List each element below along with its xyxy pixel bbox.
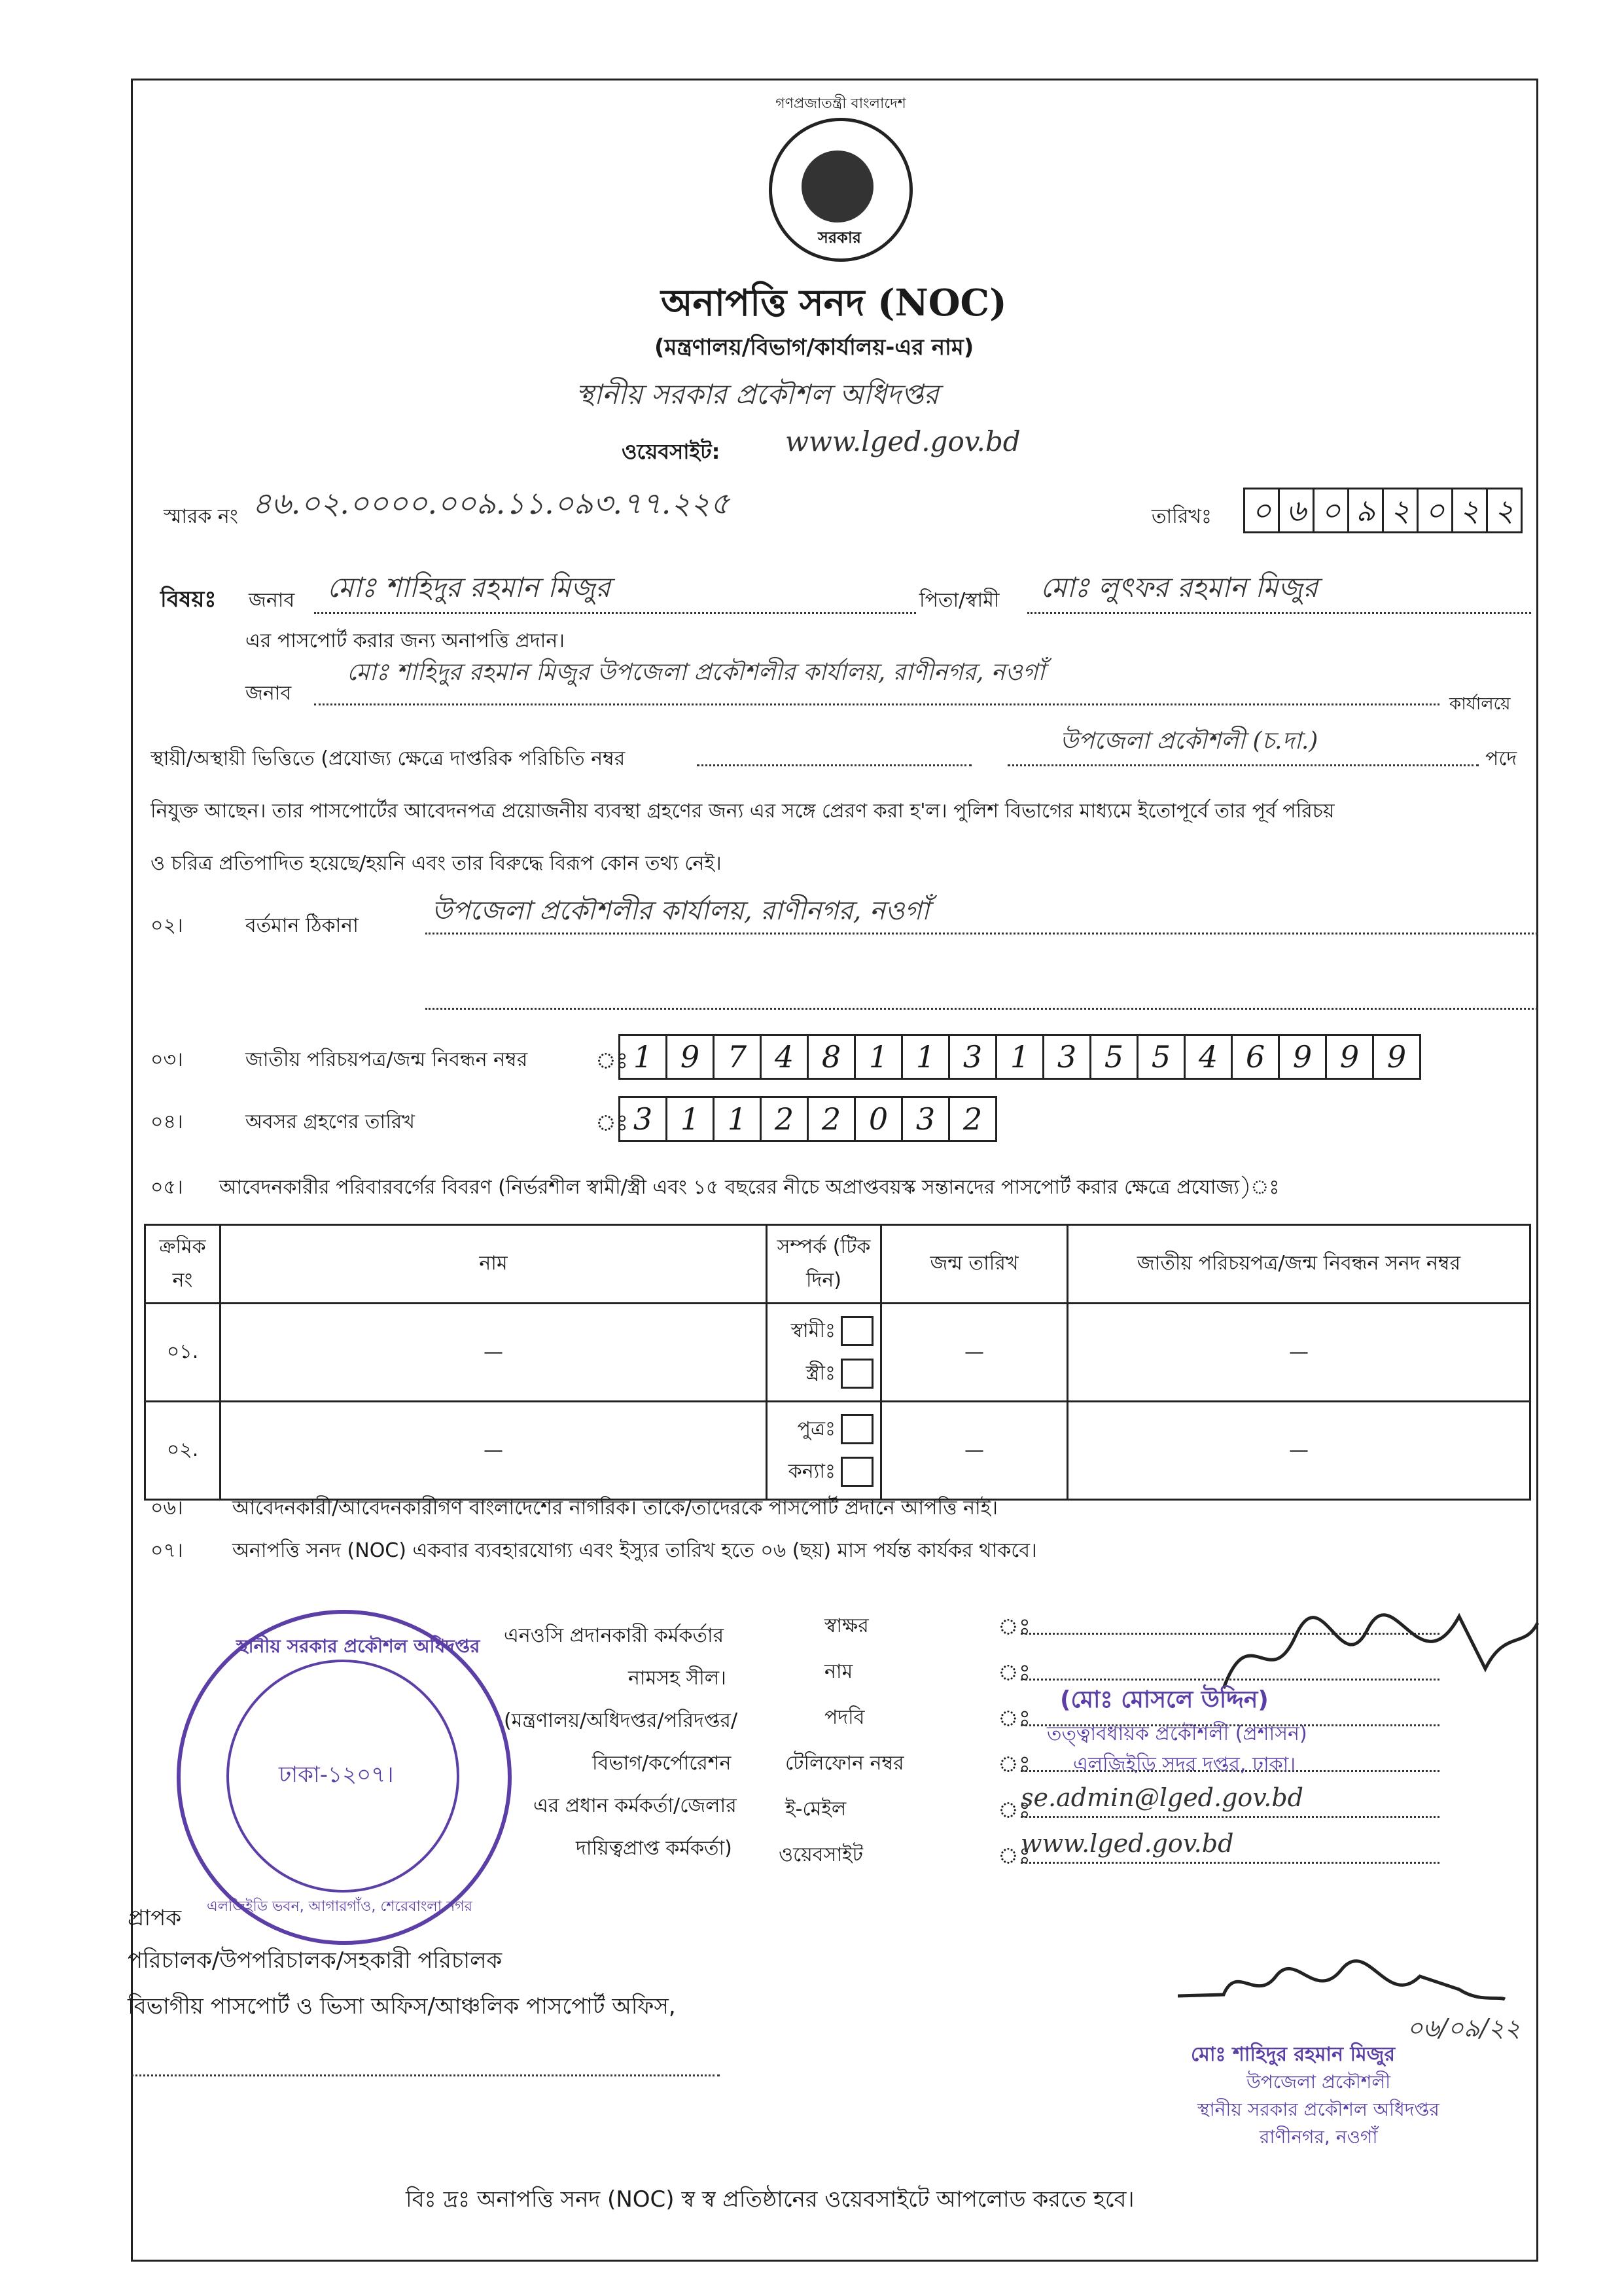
retire-boxes xyxy=(618,1096,997,1142)
subject-line5: ও চরিত্র প্রতিপাদিত হয়েছে/হয়নি এবং তার বিরুদ্ধে বিরূপ কোন তথ্য নেই। xyxy=(150,852,722,875)
applicant-sign-date: ০৬/০৯/২২ xyxy=(1407,2014,1521,2042)
nid-digit: 3 xyxy=(1044,1036,1091,1078)
row-name: — xyxy=(221,1402,767,1500)
office-suffix: কার্যালয়ে xyxy=(1449,694,1511,714)
colon: ঃ xyxy=(998,1751,1031,1777)
nid-digit: 5 xyxy=(1139,1036,1186,1078)
nid-digit: 9 xyxy=(667,1036,715,1078)
colon: ঃ xyxy=(998,1843,1031,1869)
relation-checkbox[interactable] xyxy=(841,1414,874,1444)
subject-line3: স্থায়ী/অস্থায়ী ভিত্তিতে (প্রযোজ্য ক্ষেত্রে দাপ্তরিক পরিচিতি নম্বর xyxy=(150,747,626,770)
relation-label: স্বামীঃ xyxy=(790,1319,836,1342)
website-value: www.lged.gov.bd xyxy=(785,425,1021,457)
retire-colon: ঃ xyxy=(595,1110,628,1136)
date-boxes xyxy=(1243,488,1523,533)
nid-digit: 7 xyxy=(715,1036,762,1078)
relation-checkbox[interactable] xyxy=(841,1457,874,1487)
stamp-bottom-text: এলজিইডি ভবন, আগারগাঁও, শেরেবাংলা নগর xyxy=(207,1898,472,1915)
stamp-center-text: ঢাকা-১২০৭। xyxy=(279,1762,394,1788)
applicant-stamp-office: স্থানীয় সরকার প্রকৌশল অধিদপ্তর xyxy=(1197,2099,1439,2120)
colon: ঃ xyxy=(998,1797,1031,1823)
retire-label: অবসর গ্রহণের তারিখ xyxy=(245,1111,415,1133)
office-dotline xyxy=(314,703,1439,705)
nid-colon: ঃ xyxy=(595,1048,628,1074)
field-website: ওয়েবসাইট xyxy=(779,1843,863,1866)
date-digit: ২ xyxy=(1453,489,1488,531)
colon: ঃ xyxy=(998,1614,1031,1640)
issuer-line: এনওসি প্রদানকারী কর্মকর্তার xyxy=(504,1624,724,1647)
col-serial: ক্রমিক নং xyxy=(145,1225,221,1304)
post-suffix: পদে xyxy=(1485,747,1517,770)
row-dob: — xyxy=(881,1402,1068,1500)
row-nid: — xyxy=(1068,1402,1530,1500)
father-label: পিতা/স্বামী xyxy=(919,589,1000,612)
field-phone: টেলিফোন নম্বর xyxy=(785,1752,904,1775)
nid-digit: 3 xyxy=(950,1036,997,1078)
email-dotline xyxy=(1021,1816,1439,1818)
nid-digit: 4 xyxy=(762,1036,809,1078)
relation-checkbox[interactable] xyxy=(841,1316,874,1346)
nid-digit: 9 xyxy=(1386,1039,1407,1075)
nid-digit: 9 xyxy=(1327,1036,1374,1078)
note6-number: ০৬। xyxy=(150,1497,183,1520)
nid-digit: 1 xyxy=(856,1036,903,1078)
table-row xyxy=(145,1304,1530,1402)
address-value: উপজেলা প্রকৌশলীর কার্যালয়, রাণীনগর, নওগাঁ xyxy=(432,896,930,926)
applicant-office: মোঃ শাহিদুর রহমান মিজুর উপজেলা প্রকৌশলীর কার্যালয়, রাণীনগর, নওগাঁ xyxy=(347,659,1045,686)
row-nid: — xyxy=(1068,1304,1530,1402)
relation-label: স্ত্রীঃ xyxy=(805,1361,836,1385)
seal-top-text: গণপ্রজাতন্ত্রী বাংলাদেশ xyxy=(775,96,906,112)
retire-digit: 0 xyxy=(856,1098,903,1140)
subject-label: বিষয়ঃ xyxy=(160,586,217,613)
memo-value: ৪৬.০২.০০০০.০০৯.১১.০৯৩.৭৭.২২৫ xyxy=(252,486,730,521)
date-digit: ৬ xyxy=(1280,489,1315,531)
father-name: মোঃ লুৎফর রহমান মিজুর xyxy=(1040,571,1318,603)
retire-digit: 2 xyxy=(762,1098,809,1140)
relation-option xyxy=(768,1357,874,1391)
relation-option xyxy=(768,1413,874,1446)
colon: ঃ xyxy=(998,1660,1031,1686)
field-signature: স্বাক্ষর xyxy=(824,1614,869,1637)
recipient-dotline xyxy=(131,2074,720,2076)
nid-digit: 4 xyxy=(1186,1036,1233,1078)
field-name: নাম xyxy=(824,1660,853,1683)
retire-digit: 2 xyxy=(962,1101,983,1137)
row-relation xyxy=(767,1304,881,1402)
date-digit: ৯ xyxy=(1349,489,1384,531)
issuer-name-stamp: (মোঃ মোসলে উদ্দিন) xyxy=(1060,1686,1269,1713)
nid-digit: 1 xyxy=(997,1036,1044,1078)
col-relation: সম্পর্ক (টিক দিন) xyxy=(767,1225,881,1304)
mr-label: জনাব xyxy=(249,589,295,612)
date-digit: ০ xyxy=(1245,489,1280,531)
nid-digit: 9 xyxy=(1280,1036,1327,1078)
seal-bottom-text: সরকার xyxy=(818,228,862,247)
relation-label: পুত্রঃ xyxy=(797,1417,836,1440)
row-name: — xyxy=(221,1304,767,1402)
recipient-line1: পরিচালক/উপপরিচালক/সহকারী পরিচালক xyxy=(128,1948,503,1974)
relation-label: কন্যাঃ xyxy=(788,1459,836,1483)
applicant-name: মোঃ শাহিদুর রহমান মিজুর xyxy=(327,571,611,603)
memo-label: স্মারক নং xyxy=(164,505,238,528)
issuer-line: নামসহ সীল। xyxy=(628,1667,726,1690)
row-relation xyxy=(767,1402,881,1500)
issuer-email: se.admin@lged.gov.bd xyxy=(1021,1783,1303,1812)
address-label: বর্তমান ঠিকানা xyxy=(245,914,359,937)
nid-boxes xyxy=(618,1034,1421,1080)
table-row xyxy=(145,1402,1530,1500)
post-dotline xyxy=(1008,764,1479,766)
family-label: আবেদনকারীর পরিবারবর্গের বিবরণ (নির্ভরশীল স্বামী/স্ত্রী এবং ১৫ বছরের নীচে অপ্রাপ্তবয়স্ক সন্তানদের পাসপোর্ট করার ক্ষেত্রে প্রযোজ্য)ঃ xyxy=(219,1176,1280,1199)
applicant-post: উপজেলা প্রকৌশলী (চ.দা.) xyxy=(1060,728,1318,755)
id-dotline xyxy=(697,764,972,766)
note6-text: আবেদনকারী/আবেদনকারীগণ বাংলাদেশের নাগরিক। তাকে/তাদেরকে পাসপোর্ট প্রদানে আপত্তি নাই। xyxy=(232,1497,998,1520)
government-seal xyxy=(769,96,913,262)
nid-digit: 1 xyxy=(903,1036,950,1078)
issuer-office-stamp: এলজিইডি সদর দপ্তর, ঢাকা। xyxy=(1073,1753,1296,1776)
issuer-line: বিভাগ/কর্পোরেশন xyxy=(592,1752,732,1775)
colon: ঃ xyxy=(998,1705,1031,1732)
note7-text: অনাপত্তি সনদ (NOC) একবার ব্যবহারযোগ্য এবং ইস্যুর তারিখ হতে ০৬ (ছয়) মাস পর্যন্ত কার্যকর থাকবে। xyxy=(232,1539,1037,1562)
footer-note: বিঃ দ্রঃ অনাপত্তি সনদ (NOC) স্ব স্ব প্রতিষ্ঠানের ওয়েবসাইটে আপলোড করতে হবে। xyxy=(406,2186,1135,2213)
date-digit: ০ xyxy=(1419,489,1453,531)
retire-number: ০৪। xyxy=(150,1111,183,1133)
date-digit: ২ xyxy=(1384,489,1419,531)
family-number: ০৫। xyxy=(150,1176,183,1199)
retire-digit: 2 xyxy=(809,1098,856,1140)
row-serial: ০২. xyxy=(145,1402,221,1500)
family-table-header xyxy=(145,1225,1530,1304)
nid-digit: 5 xyxy=(1091,1036,1139,1078)
applicant-stamp-place: রাণীনগর, নওগাঁ xyxy=(1260,2126,1378,2148)
nid-digit: 6 xyxy=(1233,1036,1280,1078)
issuer-line: এর প্রধান কর্মকর্তা/জেলার xyxy=(533,1794,737,1817)
address-number: ০২। xyxy=(150,914,183,937)
recipient-line2: বিভাগীয় পাসপোর্ট ও ভিসা অফিস/আঞ্চলিক পাসপোর্ট অফিস, xyxy=(128,1993,676,2019)
date-digit: ০ xyxy=(1315,489,1349,531)
applicant-stamp-designation: উপজেলা প্রকৌশলী xyxy=(1246,2071,1391,2093)
issuer-line: (মন্ত্রণালয়/অধিদপ্তর/পরিদপ্তর/ xyxy=(504,1709,738,1732)
date-label: তারিখঃ xyxy=(1152,505,1212,528)
date-digit: ২ xyxy=(1494,493,1514,528)
recipient-label: প্রাপক xyxy=(128,1905,182,1931)
relation-option xyxy=(768,1455,874,1489)
col-dob: জন্ম তারিখ xyxy=(881,1225,1068,1304)
nid-digit: 8 xyxy=(809,1036,856,1078)
retire-digit: 3 xyxy=(903,1098,950,1140)
field-email: ই-মেইল xyxy=(785,1798,847,1821)
office-name: স্থানীয় সরকার প্রকৌশল অধিদপ্তর xyxy=(576,378,939,410)
note7-number: ০৭। xyxy=(150,1539,183,1562)
row-serial: ০১. xyxy=(145,1304,221,1402)
subject-line2: এর পাসপোর্ট করার জন্য অনাপত্তি প্রদান। xyxy=(245,630,565,652)
relation-option xyxy=(768,1315,874,1348)
field-designation: পদবি xyxy=(824,1706,865,1729)
nid-label: জাতীয় পরিচয়পত্র/জন্ম নিবন্ধন নম্বর xyxy=(245,1048,528,1071)
issuer-line: দায়িত্বপ্রাপ্ত কর্মকর্তা) xyxy=(576,1837,732,1860)
seal-emblem xyxy=(802,151,874,222)
retire-digit: 1 xyxy=(667,1098,715,1140)
family-table xyxy=(144,1224,1531,1501)
page-subtitle: (মন্ত্রণালয়/বিভাগ/কার্যালয়-এর নাম) xyxy=(654,334,974,361)
website-label: ওয়েবসাইট: xyxy=(622,439,720,464)
col-nid: জাতীয় পরিচয়পত্র/জন্ম নিবন্ধন সনদ নম্বর xyxy=(1068,1225,1530,1304)
subject-line4: নিযুক্ত আছেন। তার পাসপোর্টের আবেদনপত্র প্রয়োজনীয় ব্যবস্থা গ্রহণের জন্য এর সঙ্গে প্রেরণ করা হ'ল। পুলিশ বিভাগের মাধ্যমে ইতোপূর্বে তার পূর্ব পরিচয় xyxy=(150,800,1335,823)
col-name: নাম xyxy=(221,1225,767,1304)
row-dob: — xyxy=(881,1304,1068,1402)
issuer-website: www.lged.gov.bd xyxy=(1021,1829,1234,1858)
stamp-ring-text: স্থানীয় সরকার প্রকৌশল অধিদপ্তর xyxy=(236,1635,480,1657)
website-dotline xyxy=(1021,1862,1439,1864)
mr-label-2: জনাব xyxy=(245,682,292,705)
relation-checkbox[interactable] xyxy=(841,1359,874,1389)
nid-digit: 1 xyxy=(620,1036,667,1078)
nid-number: ০৩। xyxy=(150,1048,183,1071)
office-round-stamp xyxy=(177,1610,512,1945)
address-dotline-2 xyxy=(425,1008,1538,1010)
retire-digit: 1 xyxy=(715,1098,762,1140)
applicant-stamp-name: মোঃ শাহিদুর রহমান মিজুর xyxy=(1191,2043,1396,2066)
issuer-designation-stamp: তত্ত্বাবধায়ক প্রকৌশলী (প্রশাসন) xyxy=(1047,1722,1307,1745)
page-title: অনাপত্তি সনদ (NOC) xyxy=(661,281,1007,325)
retire-digit: 3 xyxy=(620,1098,667,1140)
